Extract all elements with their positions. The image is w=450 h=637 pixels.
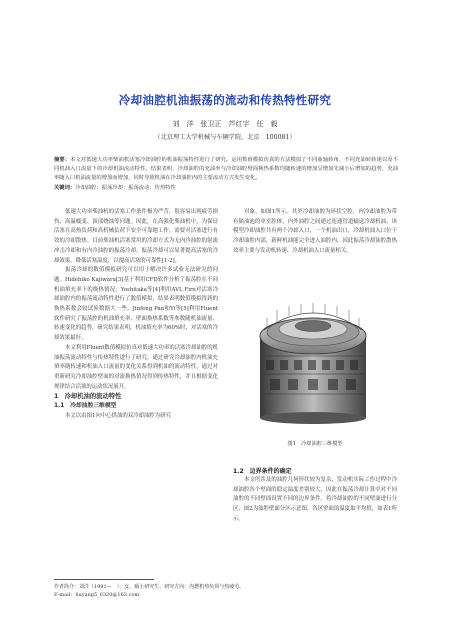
keywords-text: 冷却油腔；振荡冷却；振荡流动；传热特性 bbox=[75, 184, 176, 191]
paragraph: 振荡冷却的数值模拟研究可以用于解决许多试验无法研究的问题。Hidehiko Kajiwara[3]基于利用CFD软件分析了振荡腔在不同机油填充率下的换热情况。Yoshitaka等[4]利用AVL Fire对活塞冷却油腔内的振荡流动特性进行了数值模拟，结果表明数值模拟得到的换热系数会较试验数据大一些。Jinfeng Pan和Yi等[5]利用Fluent软件研究了振荡腔的机油填充率、壁面换热系数等参数随机油流量、转速变化的趋势，研究结果表明，机油填充率为60%时，对活塞的冷却效果最好。 bbox=[54, 267, 218, 342]
abstract-label: 摘要： bbox=[54, 157, 71, 163]
section-heading: 1 冷却机油的流动特性 bbox=[54, 393, 122, 401]
right-column-bottom bbox=[233, 476, 397, 525]
affiliation: （北京理工大学机械与车辆学院，北京 100081） bbox=[154, 134, 296, 141]
abstract-block bbox=[54, 156, 398, 193]
paper-title: 冷却油腔机油振荡的流动和传热特性研究 bbox=[118, 93, 332, 107]
author-list: 刘 洋 张卫正 芦红宇 任 毅 bbox=[172, 120, 278, 128]
footnote bbox=[54, 583, 384, 599]
abstract-text: 本文对低速大功率柴油机活塞冷却油腔的机油振荡特性进行了研究。运用数值模拟仿真的方法模拟了不同曲轴转角、不同充油转转速以及不同机油入口流量下的冷却机油流动特性。结果表明，冷却油腔的充油率与冷却油腔壁面换热系数均随转速的增加呈增加先减小后增加的趋势，充油率随入口机油流量的增加而增加，同时导致机油在冷却油腔内的主要流动方式发生变化。 bbox=[54, 157, 398, 182]
paragraph: 本文所涉及的油腔几何形状较为复杂，发动机实际工作过程中冷却油腔各个壁面的稳定温度差别较大，因此在振荡冷却计算中对不同油腔的不同壁面设置不同的边界条件。将冷却油腔的不同壁面进行分区，图2为油腔壁面分区示意图，各区壁面的温度取平均值，如表1所示。 bbox=[233, 477, 397, 522]
paragraph: 低速大功率柴油机的活塞工作条件极为严苛，很容易出现疲劳损伤、高温蠕变、顶部烧蚀等问题。因此，在高强化柴油机中，为保证活塞在高热负荷和高机械负荷下安全可靠地工作，需要对活塞进行有效的冷却散热。目前柴油机活塞常用的冷却方式为无内冷油腔的射流冲击冷却和有内冷油腔的振荡冷却。振荡冷却可以显著提高活塞的冷却效果，降低活塞温度，以提高活塞的可靠性[1-2]。 bbox=[54, 209, 218, 264]
left-column bbox=[54, 208, 218, 421]
keywords-label: 关键词： bbox=[54, 184, 76, 191]
author-email: E-mail：liuyang5_0320@163.com bbox=[54, 592, 140, 598]
subsection-heading: 1.2 边界条件的确定 bbox=[233, 468, 292, 475]
figure-caption: 图1 冷却油腔三维模型 bbox=[287, 441, 343, 447]
paragraph: 本文利用Fluent数值模拟仿真对低速大功率的活塞冷却油腔的机油振荡流动特性与传热特性进行了研究，通过研究冷却油腔内机油充填率随转速和机油入口流量的变化关系得到机油的流动特性，通过对重新研究冷却油腔壁面的对流换热情况得到传热特性，并且根据变化规律结合活塞的运动状况展开。 bbox=[54, 344, 218, 390]
paragraph: 对象，如图1所示。其外冷却油腔为环状空腔，内冷却油腔为带有储油池的单室腔体，内外油腔之间通过连通管道输送冷却机油。该模型冷却油腔共有两个冷却入口，一个机油出口，冷却机油入口位于冷却油腔内部，新鲜机油能完全进入油腔内，因此振荡冷却油腔散热效率主要与发动机转速、冷却机油入口流量相关。 bbox=[233, 209, 397, 254]
paragraph: 本文以由图1向中心供油的双冷却油腔为研究 bbox=[65, 412, 171, 419]
author-bio: 作者简介：刘洋（1991— ），女，硕士研究生，研究方向：内燃机热负荷与热疲劳。 bbox=[54, 584, 245, 590]
right-column-top bbox=[233, 208, 397, 257]
piston-oil-gallery-3d-model-figure bbox=[252, 296, 374, 424]
subsection-heading: 1.1 冷却油腔三维模型 bbox=[54, 403, 117, 410]
footnote-rule bbox=[54, 579, 154, 580]
